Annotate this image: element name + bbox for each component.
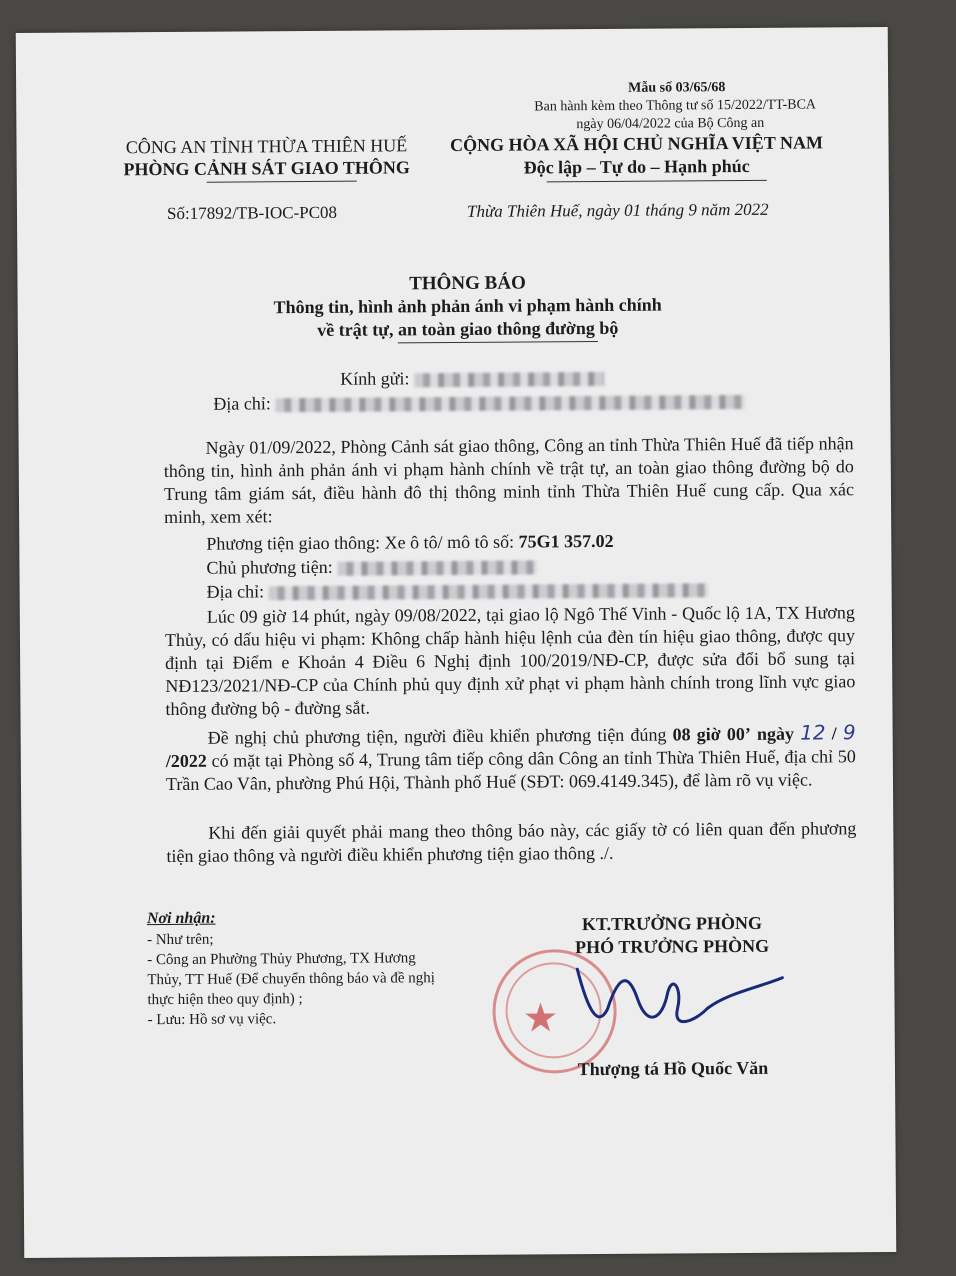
document-sheet (16, 27, 897, 1258)
intro-text: Ngày 01/09/2022, Phòng Cảnh sát giao thông, Công an tỉnh Thừa Thiên Huế đã tiếp nhận thông tin, hình ảnh phản ánh vi phạm hành chính về trật tự, an toàn giao thông đường bộ do Trung tâm giám sát, điều hành đô thị thông minh tỉnh Thừa Thiên Huế cung cấp. Qua xác minh, xem xét: (163, 433, 855, 528)
recipients-item-3: - Lưu: Hồ sơ vụ việc. (147, 1011, 277, 1029)
request-intro: Đề nghị chủ phương tiện, người điều khiển phương tiện đúng (207, 724, 667, 748)
form-code: Mẫu số 03/65/68 (628, 80, 726, 96)
recipients-item-2a: - Công an Phường Thủy Phương, TX Hương (147, 950, 416, 969)
recipient-address-line (213, 390, 745, 415)
request-paragraph (166, 721, 856, 796)
signature-title-1: KT.TRƯỞNG PHÒNG (581, 912, 763, 935)
owner-address-line (207, 578, 709, 603)
violation-text: Lúc 09 giờ 14 phút, ngày 09/08/2022, tại giao lộ Ngô Thế Vinh - Quốc lộ 1A, TX Hương Thủy, có dấu hiệu vi phạm: Không chấp hành hiệu lệnh của đèn tín hiệu giao thông, được quy định tại Điểm e Khoản 4 Điều 6 Nghị định 100/2019/NĐ-CP, được sửa đổi bổ sung tại NĐ123/2021/NĐ-CP của Chính phủ quy định xử phạt vi phạm hành chính trong lĩnh vực giao thông đường bộ - đường sắt. (164, 602, 856, 720)
recipients-item-1: - Như trên; (147, 931, 214, 949)
recipient-line (340, 367, 604, 390)
agency-line2: PHÒNG CẢNH SÁT GIAO THÔNG (123, 157, 410, 180)
vehicle-plate: 75G1 357.02 (518, 530, 614, 552)
request-year: /2022 (165, 750, 207, 772)
redacted-recipient-address (275, 395, 745, 412)
form-issued-line1: Ban hành kèm theo Thông tư số 15/2022/TT-BCA (534, 97, 817, 115)
handwritten-month: 9 (842, 720, 856, 745)
recipient-label: Kính gửi: (340, 368, 410, 389)
nation-underline (547, 180, 767, 183)
doc-subtitle-2: về trật tự, an toàn giao thông đường bộ (317, 317, 619, 340)
signature-title-2: PHÓ TRƯỞNG PHÒNG (575, 935, 770, 958)
vehicle-line (206, 531, 613, 555)
form-issued-line2: ngày 06/04/2022 của Bộ Công an (576, 115, 765, 133)
recipients-item-2b: Thủy, TT Huế (Để chuyển thông báo và đề nghị (147, 970, 435, 989)
vehicle-label: Phương tiện giao thông: Xe ô tô/ mô tô số: (206, 531, 515, 554)
request-day-label: ngày (756, 723, 795, 744)
redacted-recipient-name (414, 372, 604, 387)
document-number: Số:17892/TB-IOC-PC08 (166, 202, 338, 224)
seal-star-icon: ★ (522, 995, 559, 1041)
recipients-heading: Nơi nhận: (146, 909, 216, 928)
handwritten-day: 12 (800, 720, 826, 745)
intro-paragraph (164, 432, 855, 529)
nation-line2: Độc lập – Tự do – Hạnh phúc (523, 155, 750, 178)
owner-address-label: Địa chỉ: (206, 581, 265, 602)
request-time: 08 giờ 00’ (672, 723, 751, 745)
recipients-item-2c: thực hiện theo quy định) ; (147, 991, 303, 1009)
owner-label: Chủ phương tiện: (206, 556, 333, 578)
recipient-address-label: Địa chỉ: (213, 393, 271, 414)
nation-line1: CỘNG HÒA XÃ HỘI CHỦ NGHĨA VIỆT NAM (450, 132, 824, 156)
violation-paragraph (165, 601, 856, 721)
doc-title: THÔNG BÁO (409, 272, 526, 295)
title-underline (398, 341, 598, 343)
closing-text: Khi đến giải quyết phải mang theo thông báo này, các giấy tờ có liên quan đến phương tiện giao thông và người điều khiển phương tiện giao thông ./. (166, 818, 857, 867)
signature-scribble (567, 948, 798, 1050)
request-text: Đề nghị chủ phương tiện, người điều khiển phương tiện đúng 08 giờ 00’ ngày 12 / 9 /2022 có mặt tại Phòng số 4, Trung tâm tiếp công dân Công an tỉnh Thừa Thiên Huế, địa chỉ 50 Trần Cao Vân, phường Phú Hội, Thành phố Huế (SĐT: 069.4149.345), để làm rõ vụ việc. (165, 720, 856, 795)
redacted-owner-name (337, 560, 537, 575)
signer-name: Thượng tá Hồ Quốc Văn (577, 1057, 769, 1080)
agency-underline (207, 181, 357, 183)
request-details: có mặt tại Phòng số 4, Trung tâm tiếp công dân Công an tỉnh Thừa Thiên Huế, địa chỉ 50 Trần Cao Vân, phường Phú Hội, Thành phố Huế (SĐT: 069.4149.345), để làm rõ vụ việc. (165, 746, 856, 795)
doc-subtitle-1: Thông tin, hình ảnh phản ánh vi phạm hành chính (273, 294, 662, 318)
owner-line (206, 555, 537, 578)
agency-line1: CÔNG AN TỈNH THỪA THIÊN HUẾ (125, 135, 408, 158)
document-date: Thừa Thiên Huế, ngày 01 tháng 9 năm 2022 (466, 199, 769, 221)
closing-paragraph (166, 817, 856, 868)
redacted-owner-address (269, 583, 709, 600)
